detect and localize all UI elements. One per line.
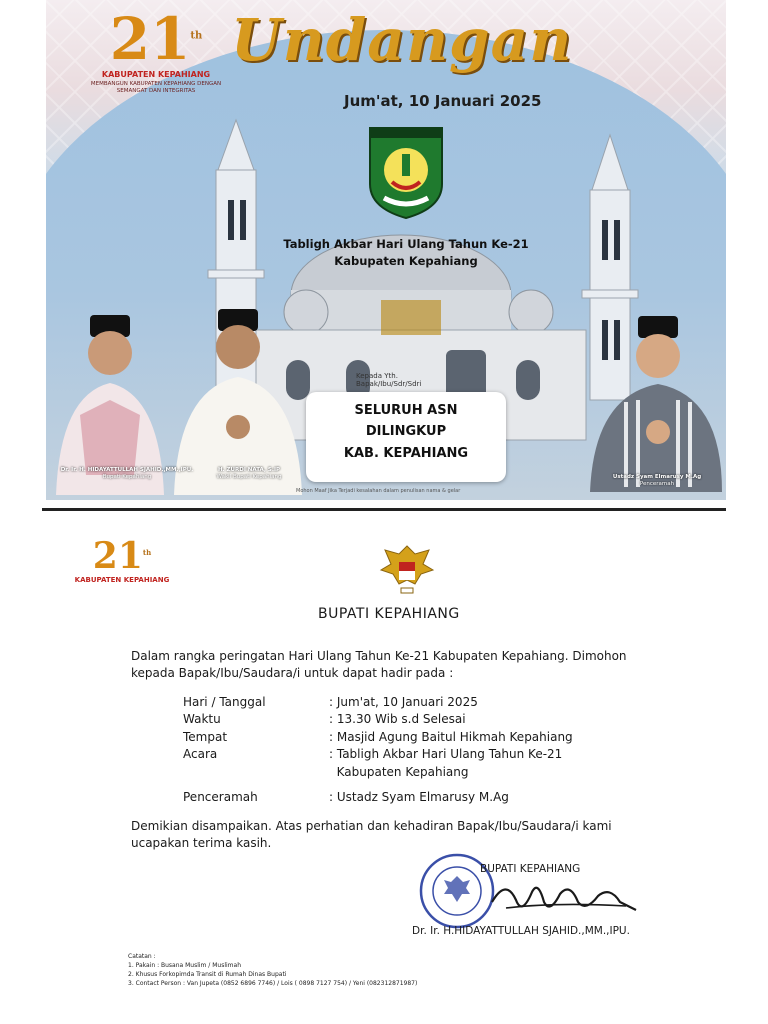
caption-wakil-name: H. ZURDI NATA, S.IP [217, 467, 281, 473]
event-title [246, 236, 566, 269]
detail-row [183, 729, 659, 746]
detail-value: : 13.30 Wib s.d Selesai [329, 712, 466, 727]
caption-penceramah-title: Penceramah [639, 481, 675, 488]
signatory-name: Dr. Ir. H.HIDAYATTULLAH SJAHID.,MM.,IPU. [412, 925, 630, 937]
anniversary-regency: KABUPATEN KEPAHIANG [101, 70, 211, 79]
event-title-line1: Tabligh Akbar Hari Ulang Tahun Ke-21 [283, 237, 529, 251]
detail-value: : Ustadz Syam Elmarusy M.Ag [329, 789, 509, 804]
detail-label: Tempat [183, 729, 228, 744]
anniversary-suffix: th [190, 30, 203, 42]
caption-wakil-title: Wakil Bupati Kepahiang [216, 474, 282, 481]
caption-bupati [52, 467, 202, 481]
addressee-kepada: Kepada Yth. [356, 372, 398, 380]
detail-row [183, 711, 659, 728]
letter-anniversary-logo [72, 535, 172, 584]
anniversary-number: 21 [109, 5, 191, 73]
disclaimer: Mohon Maaf Jika Terjadi kesalahan dalam penulisan nama & gelar [296, 488, 461, 494]
caption-bupati-title: Bupati Kepahiang [102, 474, 152, 481]
regency-emblem-icon [366, 124, 446, 220]
anniversary-logo [76, 5, 236, 94]
detail-label: Penceramah [183, 789, 258, 804]
caption-penceramah [602, 474, 712, 488]
letter-notes [128, 952, 417, 988]
letter-anniversary-suffix: th [142, 548, 152, 557]
invitation-banner [46, 0, 726, 500]
person-penceramah [586, 312, 726, 492]
caption-bupati-name: Dr. Ir. H. HIDAYATTULLAH SJAHID.,MM.,IPU. [60, 467, 194, 473]
signatory-title: BUPATI KEPAHIANG [480, 863, 581, 875]
addressee-label [356, 372, 421, 389]
letter-anniversary-regency: KABUPATEN KEPAHIANG [74, 576, 170, 584]
signature-icon [486, 872, 646, 922]
detail-label [183, 764, 329, 781]
detail-row [183, 789, 659, 806]
note-item: 3. Contact Person : Van Jupeta (0852 6896 7746) / Lois ( 0898 7127 754) / Yeni (082312871987) [128, 980, 418, 987]
recipient-box [306, 392, 506, 482]
letter-intro: Dalam rangka peringatan Hari Ulang Tahun Ke-21 Kabupaten Kepahiang. Dimohon kepada Bapak/Ibu/Saudara/i untuk dapat hadir pada : [131, 649, 627, 681]
event-details [183, 694, 659, 806]
note-item: 1. Pakain : Busana Muslim / Muslimah [128, 962, 242, 969]
event-date: Jum'at, 10 Januari 2025 [344, 92, 542, 110]
notes-title: Catatan : [128, 953, 156, 960]
caption-wakil [194, 467, 304, 481]
recipient-line2: DILINGKUP [365, 424, 447, 440]
detail-label: Acara [183, 747, 218, 762]
anniversary-slogan: MEMBANGUN KABUPATEN KEPAHIANG DENGAN SEMANGAT DAN INTEGRITAS [90, 81, 222, 94]
detail-label: Hari / Tanggal [183, 695, 266, 709]
detail-value: : Masjid Agung Baitul Hikmah Kepahiang [329, 729, 573, 744]
note-item: 2. Khusus Forkopimda Transit di Rumah Dinas Bupati [128, 971, 287, 978]
detail-value: Kabupaten Kepahiang [329, 764, 469, 779]
section-divider [42, 508, 726, 511]
letter-heading: BUPATI KEPAHIANG [318, 606, 460, 622]
event-title-line2: Kabupaten Kepahiang [334, 253, 478, 268]
recipient-line3: KAB. KEPAHIANG [343, 445, 469, 461]
detail-label: Waktu [183, 712, 221, 727]
letter-anniversary-number: 21 [92, 535, 143, 577]
invitation-title: Undangan [231, 6, 573, 74]
recipient-line1: SELURUH ASN [354, 403, 458, 418]
caption-penceramah-name: Ustadz Syam Elmarusy M.Ag [612, 474, 702, 480]
detail-value: : Tabligh Akbar Hari Ulang Tahun Ke-21 [329, 747, 563, 762]
addressee-sub: Bapak/Ibu/Sdr/Sdri [356, 380, 422, 389]
garuda-emblem-icon [377, 540, 437, 600]
detail-row [183, 694, 659, 711]
detail-row [183, 764, 659, 781]
letter-closing: Demikian disampaikan. Atas perhatian dan kehadiran Bapak/Ibu/Saudara/i kami ucapakan terima kasih. [131, 819, 612, 851]
detail-value: : Jum'at, 10 Januari 2025 [329, 695, 478, 709]
detail-row [183, 746, 659, 763]
